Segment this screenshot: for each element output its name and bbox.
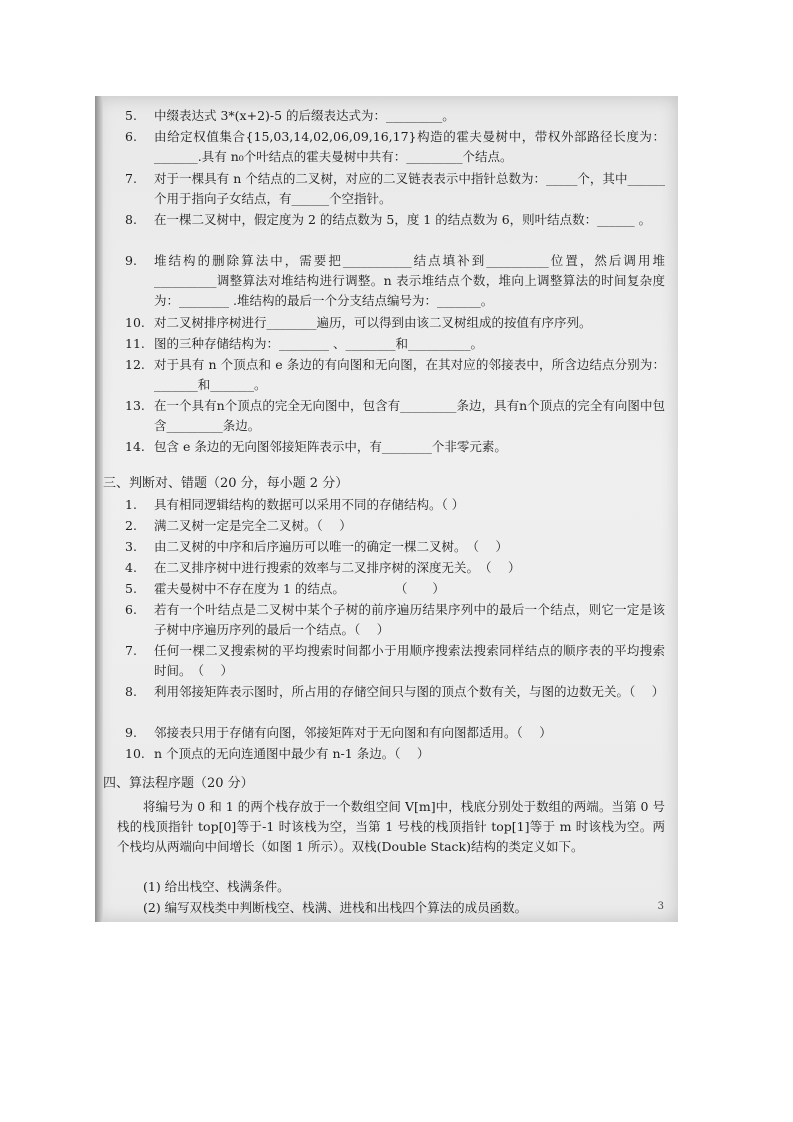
question-number: 2. <box>125 518 137 533</box>
question-11 <box>125 334 665 354</box>
question-text: 中缀表达式 3*(x+2)-5 的后缀表达式为：_________。 <box>154 108 455 123</box>
section-4-sub-2: (2) 编写双栈类中判断栈空、栈满、进栈和出栈四个算法的成员函数。 <box>143 900 528 915</box>
question-number: 9. <box>125 725 137 740</box>
question-number: 3. <box>125 539 137 554</box>
question-8 <box>125 210 665 250</box>
section-4-paragraph: 将编号为 0 和 1 的两个栈存放于一个数组空间 V[m]中，栈底分别处于数组的两端。当第 0 号栈的栈顶指针 top[0]等于-1 时该栈为空，当第 1 号栈的栈顶指针 top[1]等于 m 时该栈为空。两个栈均从两端向中间增长（如图 1 所示）。双栈(Double Stack)结构的类定义如下。 <box>117 799 665 854</box>
question-number: 1. <box>125 497 137 512</box>
question-text: 满二叉树一定是完全二叉树。（ ） <box>154 518 352 533</box>
question-number: 13. <box>125 398 145 413</box>
question-number: 5. <box>125 581 137 596</box>
question-text: 邻接表只用于存储有向图，邻接矩阵对于无向图和有向图都适用。（ ） <box>154 725 552 740</box>
question-number: 10. <box>125 746 145 761</box>
tf-question-10 <box>125 744 665 764</box>
question-text: 若有一个叶结点是二叉树中某个子树的前序遍历结果序列中的最后一个结点，则它一定是该子树中序遍历序列的最后一个结点。（ ） <box>154 602 665 637</box>
question-number: 11. <box>125 336 145 351</box>
question-number: 4. <box>125 560 137 575</box>
question-text: 由二叉树的中序和后序遍历可以唯一的确定一棵二叉树。 （ ） <box>154 539 508 554</box>
scanned-page <box>95 96 678 922</box>
question-text: 堆结构的删除算法中，需要把___________结点填补到__________位置，然后调用堆__________调整算法对堆结构进行调整。n 表示堆结点个数，堆向上调整算法的时间复杂度为：________ .堆结构的最后一个分支结点编号为：_______。 <box>154 253 665 308</box>
section-4-title: 四、算法程序题（20 分） <box>103 776 254 791</box>
section-4-sub-1: (1) 给出栈空、栈满条件。 <box>143 879 290 894</box>
tf-question-7 <box>125 641 665 681</box>
question-text: 霍夫曼树中不存在度为 1 的结点。 （ ） <box>154 581 445 596</box>
question-text: 任何一棵二叉搜索树的平均搜索时间都小于用顺序搜索法搜索同样结点的顺序表的平均搜索时间。 （ ） <box>154 643 665 678</box>
tf-question-9 <box>125 723 665 743</box>
question-number: 8. <box>125 684 137 699</box>
question-6 <box>125 127 665 167</box>
tf-question-2 <box>125 516 665 536</box>
question-number: 6. <box>125 602 137 617</box>
question-7 <box>125 169 665 209</box>
question-text: 在一个具有n个顶点的完全无向图中，包含有_________条边，具有n个顶点的完全有向图中包含_________条边。 <box>154 398 665 433</box>
question-13 <box>125 396 665 436</box>
question-text: 图的三种存储结构为：________ 、________和__________。 <box>154 336 483 351</box>
section-3-title: 三、判断对、错题（20 分，每小题 2 分） <box>103 476 349 491</box>
question-text: 由给定权值集合{15,03,14,02,06,09,16,17}构造的霍夫曼树中，带权外部路径长度为：_______.具有 n₀个叶结点的霍夫曼树中共有：_________个结点。 <box>154 129 665 164</box>
tf-question-1 <box>125 495 665 515</box>
question-number: 9. <box>125 253 137 268</box>
question-number: 7. <box>125 171 137 186</box>
question-text: 对于具有 n 个顶点和 e 条边的有向图和无向图，在其对应的邻接表中，所含边结点分别为：_______和_______。 <box>154 357 665 392</box>
page-number: 3 <box>657 901 664 912</box>
question-text: 对二叉树排序树进行________遍历，可以得到由该二叉树组成的按值有序序列。 <box>154 315 592 330</box>
question-number: 8. <box>125 212 137 227</box>
question-number: 7. <box>125 643 137 658</box>
question-number: 10. <box>125 315 145 330</box>
question-text: 在二叉排序树中进行搜索的效率与二叉排序树的深度无关。 （ ） <box>154 560 521 575</box>
tf-question-6 <box>125 600 665 640</box>
question-12 <box>125 355 665 395</box>
question-number: 12. <box>125 357 145 372</box>
question-text: 在一棵二叉树中，假定度为 2 的结点数为 5，度 1 的结点数为 6，则叶结点数：______ 。 <box>154 212 652 227</box>
question-text: n 个顶点的无向连通图中最少有 n-1 条边。（ ） <box>154 746 430 761</box>
question-14 <box>125 437 665 457</box>
question-text: 包含 e 条边的无向图邻接矩阵表示中，有________个非零元素。 <box>154 439 507 454</box>
question-number: 6. <box>125 129 137 144</box>
question-9 <box>125 251 665 311</box>
question-text: 具有相同逻辑结构的数据可以采用不同的存储结构。（ ） <box>154 497 465 512</box>
question-text: 对于一棵具有 n 个结点的二叉树，对应的二叉链表表示中指针总数为：_____个，其中______个用于指向子女结点，有______个空指针。 <box>154 171 665 206</box>
page-content <box>95 96 678 922</box>
tf-question-5 <box>125 579 665 599</box>
question-text: 利用邻接矩阵表示图时，所占用的存储空间只与图的顶点个数有关，与图的边数无关。（ ） <box>154 684 665 699</box>
question-10 <box>125 313 665 333</box>
tf-question-3 <box>125 537 665 557</box>
tf-question-8 <box>125 682 665 722</box>
tf-question-4 <box>125 558 665 578</box>
question-5 <box>125 106 665 126</box>
question-number: 5. <box>125 108 137 123</box>
question-number: 14. <box>125 439 145 454</box>
